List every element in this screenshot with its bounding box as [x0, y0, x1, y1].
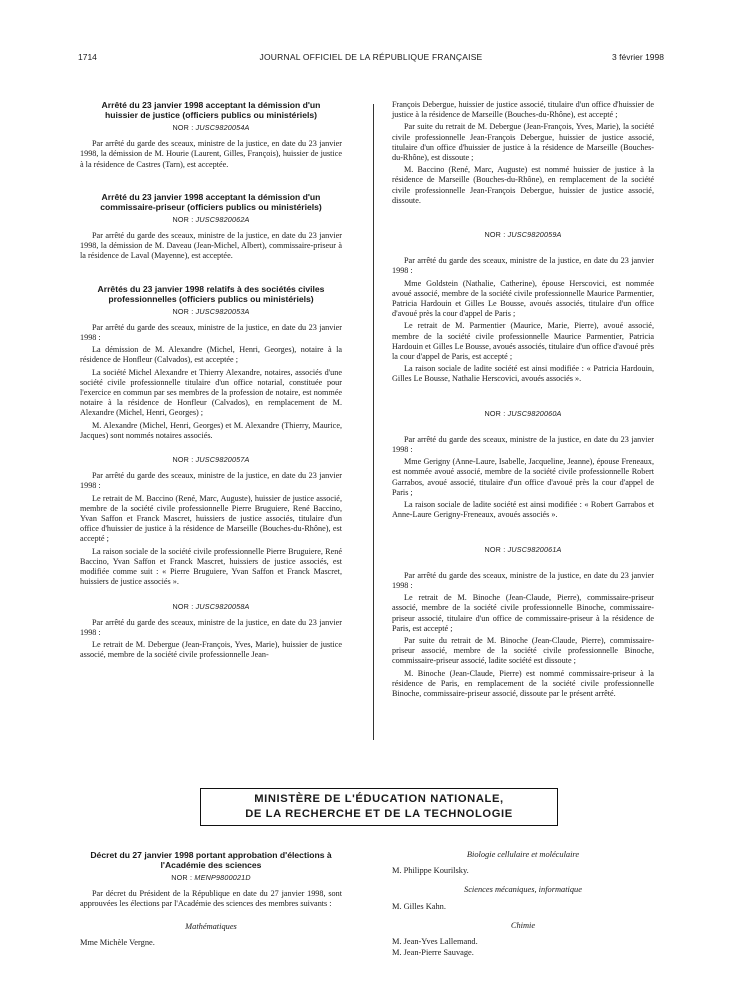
nor-code: JUSC9820061A — [507, 544, 562, 554]
paragraph: M. Binoche (Jean-Claude, Pierre) est nommé commissaire-priseur à la résidence de Paris, en remplacement de la société civile professionnelle Binoche, commissaire-priseur associé, dissoute par le présent arrêté. — [392, 668, 654, 698]
order-dismissal-auctioneer — [80, 192, 342, 262]
discipline-heading: Sciences mécaniques, informatique — [464, 885, 582, 895]
continued-order — [392, 100, 654, 206]
order-dismissal-bailiff — [80, 100, 342, 170]
column-divider — [373, 104, 374, 740]
paragraph: Le retrait de M. Debergue (Jean-François, Yves, Marie), huissier de justice associé, membre de la société civile professionnelle Jean- — [80, 640, 342, 660]
discipline-heading: Chimie — [510, 920, 536, 930]
discipline-heading: Mathématiques — [185, 921, 237, 931]
paragraph: Par suite du retrait de M. Debergue (Jean-François, Yves, Marie), la société civile professionnelle Jean-François Debergue, huissier de justice associé, titulaire d'un office d'huissier de justice à la résidence de Marseille (Bouches-du-Rhône), est dissoute ; — [392, 122, 654, 163]
paragraph: Par arrêté du garde des sceaux, ministre de la justice, en date du 23 janvier 1998 : — [80, 471, 342, 491]
nor-reference — [392, 409, 654, 419]
order-section — [392, 545, 654, 700]
ministry-name-line2: DE LA RECHERCHE ET DE LA TECHNOLOGIE — [245, 808, 513, 820]
paragraph: La société Michel Alexandre et Thierry Alexandre, notaires, associés d'une société civile professionnelle titulaire d'un office notarial, constituée pour l'exercice en commun par ses membres de la profession de notaire, est nommée notaire à la résidence de Honfleur (Calvados), en remplacement de M. Alexandre (Michel, Henri, Georges) ; — [80, 367, 342, 418]
elected-member: Mme Michèle Vergne. — [80, 937, 155, 947]
nor-code: JUSC9820054A — [195, 123, 250, 132]
nor-label: NOR : — [172, 455, 194, 465]
order-section — [392, 409, 654, 521]
nor-code: JUSC9820062A — [195, 214, 250, 224]
paragraph: Le retrait de M. Baccino (René, Marc, Auguste), huissier de justice associé, membre de la société civile professionnelle Pierre Bruguiere, René Baccino, Yvan Saffon et Franck Mascret, huissiers de justice associés, titulaire d'un office d'huissier de justice à la résidence de Marseille (Bouches-du-Rhône), est accepté ; — [80, 493, 342, 544]
section-title: Décret du 27 janvier 1998 portant approbation d'élections à l'Académie des sciences — [90, 850, 332, 870]
nor-reference — [80, 873, 342, 883]
order-section — [80, 455, 342, 587]
paragraph: Mme Gerigny (Anne-Laure, Isabelle, Jacqueline, Jeanne), épouse Freneaux, est nommée avoué associé, membre de la société civile professionnelle Robert Garrabos, avoué associé, titulaire d'un office d'avoué près la cour d'appel de Paris ; — [392, 457, 654, 497]
paragraph: Par arrêté du garde des sceaux, ministre de la justice, en date du 23 janvier 1998 : — [80, 617, 342, 637]
paragraph: François Debergue, huissier de justice associé, titulaire d'un office d'huissier de justice à la résidence de Marseille (Bouches-du-Rhône), est accepté ; — [392, 100, 654, 120]
nor-label: NOR : — [172, 214, 194, 224]
elected-member: M. Jean-Yves Lallemand. — [392, 937, 478, 947]
paragraph: M. Alexandre (Michel, Henri, Georges) et M. Alexandre (Thierry, Maurice, Jacques) sont nommés notaires associés. — [80, 420, 342, 440]
page-number: 1714 — [78, 52, 97, 62]
issue-date: 3 février 1998 — [612, 52, 664, 62]
paragraph: Le retrait de M. Binoche (Jean-Claude, Pierre), commissaire-priseur associé, membre de la société civile professionnelle Binoche, commissaire-priseur associé, titulaire d'un office de commissaire-priseur à la résidence de Paris, est accepté ; — [392, 593, 654, 633]
nor-code: JUSC9820057A — [195, 455, 250, 465]
paragraph: La raison sociale de ladite société est ainsi modifiée : « Robert Garrabos et Anne-Laure Gerigny-Freneaux, avoués associés ». — [392, 500, 654, 520]
nor-reference — [80, 123, 342, 133]
section-title: Arrêté du 23 janvier 1998 acceptant la démission d'un commissaire-priseur (officiers publics ou ministériels) — [100, 191, 322, 212]
nor-reference — [80, 307, 342, 317]
paragraph: Par arrêté du garde des sceaux, ministre de la justice, en date du 23 janvier 1998, la démission de M. Daveau (Jean-Michel, Albert), commissaire-priseur à la résidence de Laval (Mayenne), est acceptée. — [80, 231, 342, 261]
paragraph: La raison sociale de la société civile professionnelle Pierre Bruguiere, René Baccino, Yvan Saffon et Franck Mascret, huissiers de justice associés, est modifiée comme suit : « Pierre Bruguiere, Yvan Saffon et Franck Mascret, huissiers de justice associés ». — [80, 546, 342, 587]
paragraph: Par arrêté du garde des sceaux, ministre de la justice, en date du 23 janvier 1998, la démission de M. Hourie (Laurent, Gilles, François), huissier de justice à la résidence de Castres (Tarn), est acceptée. — [80, 139, 342, 169]
decree-right — [392, 850, 654, 959]
paragraph: Par suite du retrait de M. Binoche (Jean-Claude, Pierre), commissaire-priseur associé, membre de la société civile professionnelle Binoche, commissaire-priseur associé, ladite société est dissoute ; — [392, 635, 654, 666]
order-section — [392, 230, 654, 385]
orders-professional-companies — [80, 284, 342, 441]
paragraph: Par arrêté du garde des sceaux, ministre de la justice, en date du 23 janvier 1998 : — [392, 434, 654, 455]
paragraph: Par arrêté du garde des sceaux, ministre de la justice, en date du 23 janvier 1998 : — [80, 322, 342, 343]
nor-label: NOR : — [171, 873, 193, 882]
section-title: Arrêté du 23 janvier 1998 acceptant la démission d'un huissier de justice (officiers publics ou ministériels) — [101, 100, 321, 120]
decree-left — [80, 850, 342, 957]
page-header — [78, 52, 664, 66]
paragraph: M. Baccino (René, Marc, Auguste) est nommé huissier de justice à la résidence de Marseille (Bouches-du-Rhône), en remplacement de la société civile professionnelle Jean-François Debergue, huissier de justice associé, dissoute. — [392, 165, 654, 205]
elected-member: M. Jean-Pierre Sauvage. — [392, 948, 474, 958]
nor-reference — [392, 545, 654, 555]
journal-title: JOURNAL OFFICIEL DE LA RÉPUBLIQUE FRANÇAISE — [259, 52, 483, 62]
nor-code: MENP9800021D — [194, 873, 251, 882]
nor-code: JUSC9820053A — [195, 306, 250, 316]
nor-reference — [80, 602, 342, 612]
paragraph: Par décret du Président de la République en date du 27 janvier 1998, sont approuvées les élections par l'Académie des sciences des membres suivants : — [80, 889, 342, 909]
paragraph: La raison sociale de ladite société est ainsi modifiée : « Patricia Hardouin, Gilles Le Bousse, Nathalie Herscovici, avoués associés ». — [392, 364, 654, 384]
nor-label: NOR : — [484, 544, 506, 554]
nor-code: JUSC9820059A — [507, 230, 562, 240]
nor-code: JUSC9820058A — [195, 601, 250, 611]
order-section — [80, 602, 342, 661]
nor-label: NOR : — [172, 306, 194, 316]
nor-code: JUSC9820060A — [507, 408, 562, 418]
nor-reference — [80, 215, 342, 225]
nor-label: NOR : — [484, 408, 506, 418]
discipline-heading: Biologie cellulaire et moléculaire — [466, 850, 580, 859]
paragraph: Le retrait de M. Parmentier (Maurice, Marie, Pierre), avoué associé, membre de la société civile professionnelle Maurice Parmentier, Patricia Hardouin et Gilles Le Bousse, avoués associés, titulaire d'un office d'avoué près la cour d'appel de Paris, est accepté ; — [392, 321, 654, 362]
nor-reference — [392, 230, 654, 240]
paragraph: La démission de M. Alexandre (Michel, Henri, Georges), notaire à la résidence de Honfleur (Calvados), est acceptée ; — [80, 345, 342, 365]
nor-label: NOR : — [172, 123, 194, 132]
nor-reference — [80, 455, 342, 465]
ministry-banner — [200, 788, 558, 826]
nor-label: NOR : — [172, 601, 194, 611]
right-column — [392, 100, 654, 701]
paragraph: Mme Goldstein (Nathalie, Catherine), épouse Herscovici, est nommée avoué associé, membre de la société civile professionnelle Maurice Parmentier, Patricia Hardouin et Gilles Le Bousse, avoués associés, titulaire d'un office d'avoué près la cour d'appel de Paris ; — [392, 278, 654, 319]
elected-member: M. Philippe Kourilsky. — [392, 866, 469, 876]
left-column — [80, 100, 342, 663]
section-title: Arrêtés du 23 janvier 1998 relatifs à des sociétés civiles professionnelles (officiers publics ou ministériels) — [97, 283, 325, 304]
elected-member: M. Gilles Kahn. — [392, 901, 446, 911]
paragraph: Par arrêté du garde des sceaux, ministre de la justice, en date du 23 janvier 1998 : — [392, 570, 654, 590]
ministry-name-line1: MINISTÈRE DE L'ÉDUCATION NATIONALE, — [254, 793, 504, 805]
nor-label: NOR : — [484, 230, 506, 240]
paragraph: Par arrêté du garde des sceaux, ministre de la justice, en date du 23 janvier 1998 : — [392, 256, 654, 276]
